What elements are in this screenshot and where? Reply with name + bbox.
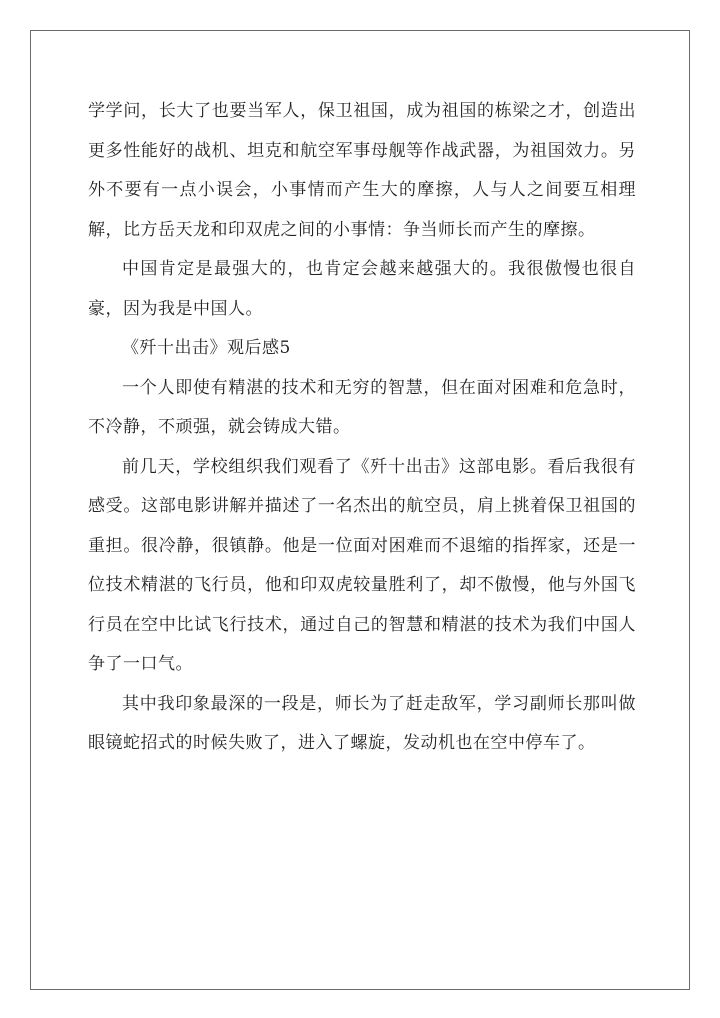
document-body (88, 92, 636, 764)
paragraph-calm-thesis: 一个人即使有精湛的技术和无穷的智慧，但在面对困难和危急时，不冷静，不顽强，就会铸成大错。 (88, 377, 636, 437)
paragraph-continuation: 学学问，长大了也要当军人，保卫祖国，成为祖国的栋梁之才，创造出更多性能好的战机、坦克和航空军事母舰等作战武器，为祖国效力。另外不要有一点小误会，小事情而产生大的摩擦，人与人之间要互相理解，比方岳天龙和印双虎之间的小事情：争当师长而产生的摩擦。 (88, 101, 636, 240)
paragraph-impression: 其中我印象最深的一段是，师长为了赶走敌军，学习副师长那叫做眼镜蛇招式的时候失败了，进入了螺旋，发动机也在空中停车了。 (88, 693, 636, 753)
paragraph-china-strong: 中国肯定是最强大的，也肯定会越来越强大的。我很傲慢也很自豪，因为我是中国人。 (88, 259, 636, 319)
section-heading: 《歼十出击》观后感5 (122, 338, 291, 358)
paragraph-movie-review: 前几天，学校组织我们观看了《歼十出击》这部电影。看后我很有感受。这部电影讲解并描述了一名杰出的航空员，肩上挑着保卫祖国的重担。很冷静，很镇静。他是一位面对困难而不退缩的指挥家，还是一位技术精湛的飞行员，他和印双虎较量胜利了，却不傲慢，他与外国飞行员在空中比试飞行技术，通过自己的智慧和精湛的技术为我们中国人争了一口气。 (88, 456, 636, 674)
